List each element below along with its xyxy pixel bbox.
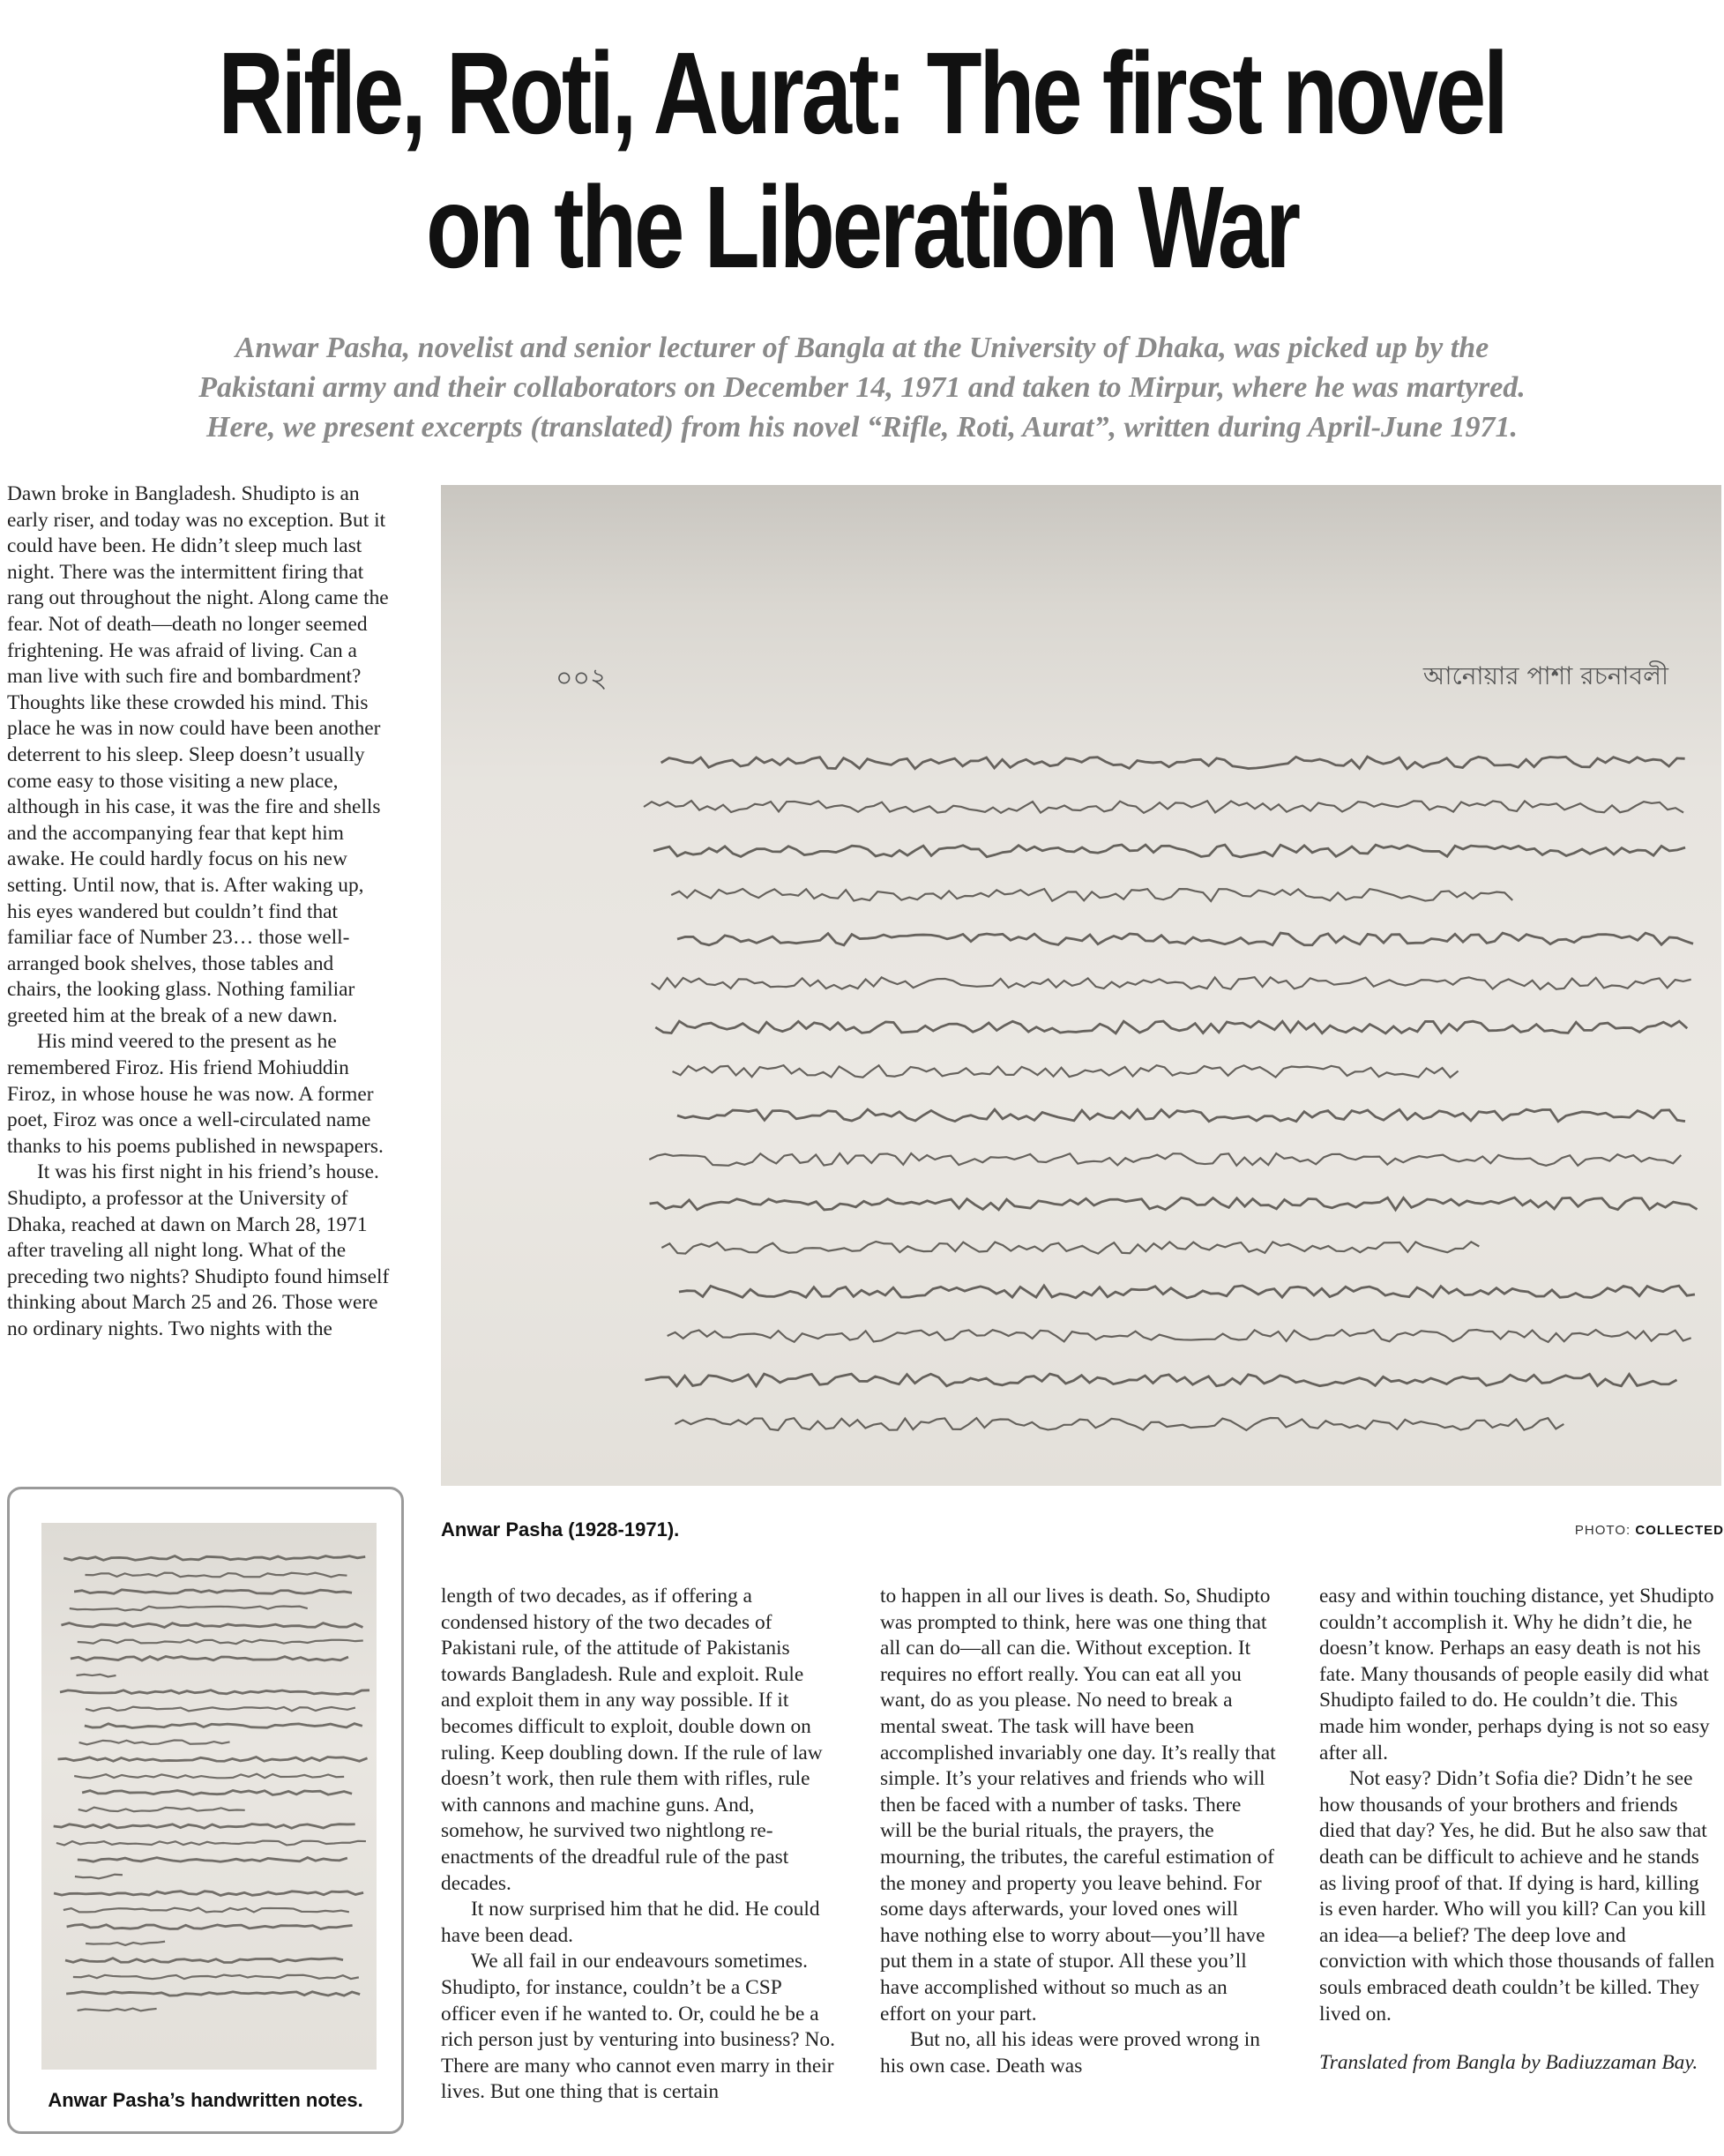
handwriting-line <box>79 1741 230 1745</box>
handwriting-line <box>85 1724 362 1728</box>
paragraph: It now surprised him that he did. He could have been dead. <box>441 1898 820 1947</box>
handwriting-line <box>78 1640 363 1645</box>
handwriting-line <box>78 1858 347 1862</box>
handwriting-line <box>86 1942 165 1945</box>
handwriting-line <box>645 1374 1676 1386</box>
paragraph: It was his first night in his friend’s house. Shudipto, a professor at the University of Dhaka, reached at dawn on March 28, 1971 after traveling all night long. What of the preceding two nights? Shudipto found himself thinking about March 25 and 26. Those were no ordinary nights. Two nights with the <box>7 1160 390 1340</box>
paragraph: to happen in all our lives is death. So, Shudipto was prompted to think, here was one thing that all can do—all can die. Without exception. It requires no effort really. You can eat all you want, do as you please. No need to break a mental sweat. The task will have been accomplished invariably one day. It’s really that simple. It’s your relatives and friends who will then be faced with a number of tasks. There will be the burial rituals, the prayers, the mourning, the tributes, the careful estimation of the money and property you leave behind. For some days afterwards, your loved ones will have nothing else to worry about—you’ll have put them in a state of stupor. All these you’ll have accomplished without so much as an effort on your part. <box>880 1585 1276 2025</box>
handwriting-line <box>74 1774 344 1779</box>
article-column-1 <box>7 481 392 1343</box>
handwriting-line <box>86 1707 355 1712</box>
handwriting-line <box>677 933 1693 945</box>
headline-line-2: on the Liberation War <box>426 162 1298 292</box>
paragraph: Dawn broke in Bangladesh. Shudipto is an early riser, and today was no exception. But it could have been. He didn’t sleep much last night. There was the intermittent firing that rang out throughout the night. Along came the fear. Not of death—death no longer seemed frightening. He was afraid of living. Can a man live with such fire and bombardment? Thoughts like these crowded his mind. This place he was in now could have been another deterrent to his sleep. Sleep doesn’t usually come easy to those visiting a new place, although in his case, it was the fire and shells and the accompanying fear that kept him awake. He could hardly focus on his new setting. Until now, that is. After waking up, his eyes wandered but couldn’t find that familiar face of Number 23… those well-arranged book shelves, those tables and chairs, the looking glass. Nothing familiar greeted him at the break of a new dawn. <box>7 482 389 1027</box>
handwriting-line <box>85 1573 347 1578</box>
photo-caption: Anwar Pasha (1928-1971). <box>441 1518 680 1541</box>
handwriting-line <box>61 1623 362 1628</box>
paragraph: We all fail in our endeavours sometimes. Shudipto, for instance, couldn’t be a CSP officer even if he wanted to. Or, could he be a rich person just by venturing into business? No. There are many who cannot even marry in their lives. But one thing that is certain <box>441 1950 835 2104</box>
handwriting-line <box>655 1021 1687 1033</box>
handwriting-line <box>649 1153 1681 1166</box>
standfirst-line-1: Anwar Pasha, novelist and senior lecturer of Bangla at the University of Dhaka, was picked up by the <box>235 332 1489 364</box>
handwriting-line <box>71 1657 348 1661</box>
photo-credit-label: PHOTO: <box>1574 1523 1631 1538</box>
handwriting-line <box>73 1975 359 1980</box>
headline <box>190 26 1534 295</box>
translator-credit: Translated from Bangla by Badiuzzaman Bay. <box>1319 2051 1698 2075</box>
handwriting-line <box>60 1690 369 1695</box>
paragraph: His mind veered to the present as he remembered Firoz. His friend Mohiuddin Firoz, in whose house he was now. A former poet, Firoz was once a well-circulated name thanks to his poems published in newspapers. <box>7 1030 384 1158</box>
handwriting-line <box>673 1065 1459 1078</box>
paragraph: But no, all his ideas were proved wrong in his own case. Death was <box>880 2028 1260 2078</box>
handwriting-line <box>56 1841 366 1846</box>
handwriting-line <box>652 977 1691 989</box>
handwriting-line <box>671 889 1512 901</box>
headline-line-1: Rifle, Roti, Aurat: The first novel <box>218 28 1506 158</box>
paragraph: length of two decades, as if offering a condensed history of the two decades of Pakistani rule, of the attitude of Pakistanis towards Bangladesh. Rule and exploit. Rule and exploit them in any way possible. If it becomes difficult to exploit, double down on ruling. Keep doubling down. If the rule of law doesn’t work, then rule them with rifles, rule with cannons and machine guns. And, somehow, he survived two nightlong re-enactments of the dreadful rule of the past decades. <box>441 1585 823 1895</box>
handwriting-line <box>65 1958 343 1963</box>
handwriting-line <box>74 1590 352 1593</box>
handwriting-line <box>58 1757 368 1762</box>
handwriting-line <box>63 1556 365 1561</box>
handwriting-line <box>675 1418 1564 1430</box>
paragraph: easy and within touching distance, yet Shudipto couldn’t accomplish it. Why he didn’t die, he doesn’t know. Perhaps an easy death is not his fate. Many thousands of people easily did what Shudipto failed to do. He couldn’t die. This made him wonder, perhaps dying is not so easy after all. <box>1319 1585 1714 1764</box>
handwritten-notes-image <box>41 1523 377 2070</box>
handwriting-line <box>54 1824 355 1829</box>
handwriting-line <box>66 1992 360 1996</box>
handwriting-line <box>77 1675 116 1677</box>
manuscript-page-number: ০০২ <box>556 663 608 694</box>
notes-illustration <box>41 1523 377 2070</box>
photo-credit-value: COLLECTED <box>1635 1523 1724 1538</box>
handwriting-line <box>679 1286 1695 1298</box>
article-column-4 <box>1319 1584 1718 2077</box>
handwritten-notes-box <box>7 1487 404 2134</box>
handwriting-line <box>70 1607 308 1611</box>
manuscript-photo <box>441 485 1721 1486</box>
handwriting-line <box>78 2009 157 2011</box>
handwriting-line <box>75 1875 123 1879</box>
handwriting-line <box>63 1908 349 1913</box>
handwriting-illustration <box>441 485 1721 1486</box>
standfirst-line-2: Pakistani army and their collaborators on December 14, 1971 and taken to Mirpur, where he was martyred. <box>198 371 1526 404</box>
standfirst <box>62 328 1662 447</box>
handwriting-line <box>661 757 1685 769</box>
handwriting-line <box>661 1242 1479 1254</box>
handwriting-line <box>650 1197 1698 1210</box>
handwriting-line <box>677 1109 1685 1122</box>
standfirst-line-3: Here, we present excerpts (translated) from his novel “Rifle, Roti, Aurat”, written during April-June 1971. <box>206 411 1518 444</box>
handwriting-line <box>78 1808 245 1812</box>
photo-credit <box>1575 1523 1724 1538</box>
article-column-3 <box>880 1584 1277 2079</box>
handwriting-line <box>67 1925 353 1929</box>
handwriting-line <box>54 1891 363 1896</box>
handwriting-line <box>653 845 1685 857</box>
manuscript-page-title: আনোয়ার পাশা রচনাবলী <box>1422 661 1668 690</box>
handwriting-line <box>644 801 1683 813</box>
paragraph: Not easy? Didn’t Sofia die? Didn’t he see how thousands of your brothers and friends died that day? Yes, he did. But he also saw that death can be difficult to achieve and he stands as living proof of that. If dying is hard, killing is even harder. Who will you kill? Can you kill an idea—a belief? The deep love and conviction with which those thousands of fallen souls embraced death couldn’t be killed. They lived on. <box>1319 1767 1715 2025</box>
notes-caption: Anwar Pasha’s handwritten notes. <box>48 2089 363 2111</box>
handwriting-line <box>668 1330 1691 1342</box>
article-column-2 <box>441 1584 838 2106</box>
handwriting-line <box>82 1791 352 1795</box>
